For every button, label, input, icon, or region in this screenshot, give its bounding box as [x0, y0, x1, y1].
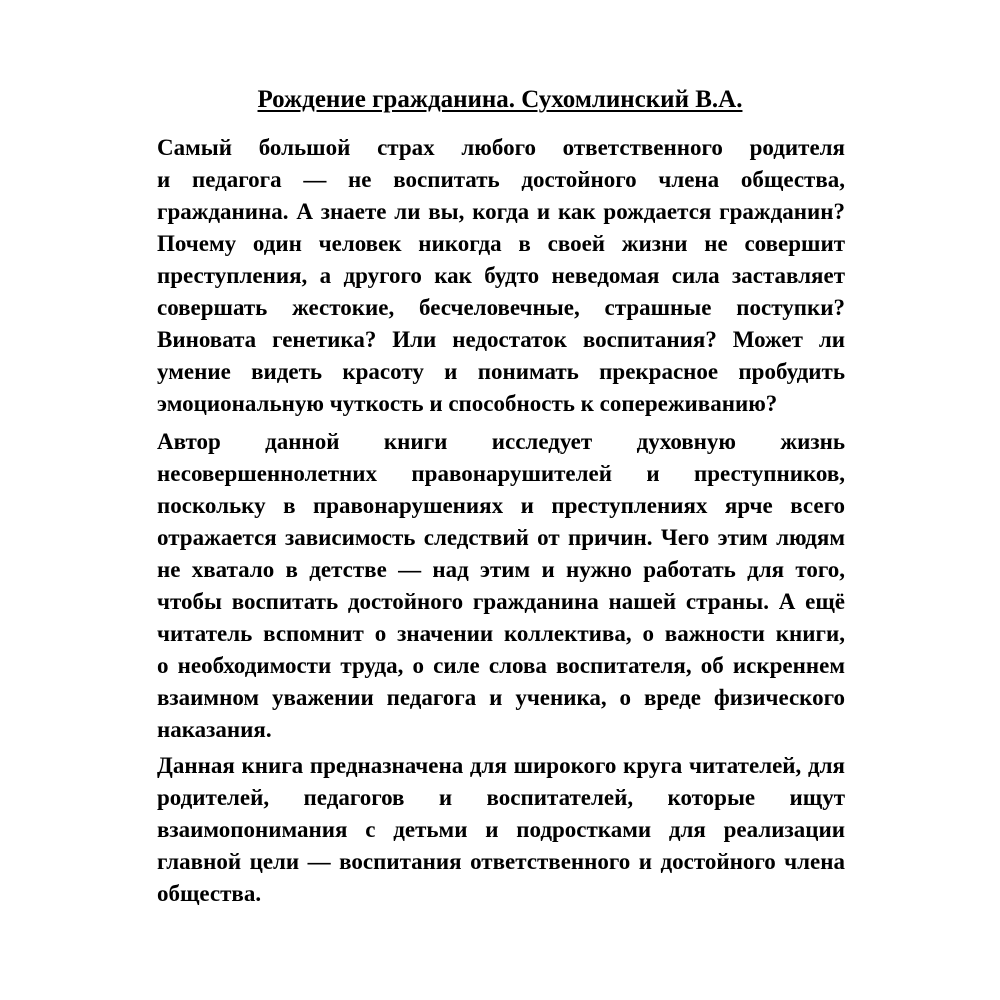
paragraph-1-line: совершать жестокие, бесчеловечные, страшные поступки? — [157, 295, 845, 320]
paragraph-1-line: Виновата генетика? Или недостаток воспитания? Может ли — [157, 327, 845, 352]
paragraph-1-line: Самый большой страх любого ответственного родителя — [157, 135, 845, 160]
paragraph-3 — [157, 750, 845, 910]
paragraph-3-line: главной цели — воспитания ответственного и достойного члена — [157, 849, 845, 874]
paragraph-2-line: не хватало в детстве — над этим и нужно работать для того, — [157, 557, 845, 582]
paragraph-2-line: чтобы воспитать достойного гражданина нашей страны. А ещё — [157, 589, 845, 614]
paragraph-2 — [157, 426, 845, 746]
paragraph-1-line: Почему один человек никогда в своей жизни не совершит — [157, 231, 845, 256]
paragraph-3-line: родителей, педагогов и воспитателей, которые ищут — [157, 785, 845, 810]
paragraph-1 — [157, 132, 845, 420]
paragraph-3-line: общества. — [157, 881, 262, 906]
paragraph-3-line: Данная книга предназначена для широкого круга читателей, для — [157, 753, 845, 778]
paragraph-3-line: взаимопонимания с детьми и подростками для реализации — [157, 817, 845, 842]
paragraph-2-line: наказания. — [157, 717, 272, 742]
paragraph-1-line: эмоциональную чуткость и способность к сопереживанию? — [157, 391, 778, 416]
document-title-text: Рождение гражданина. Сухомлинский В.А. — [257, 86, 743, 113]
paragraph-2-line: поскольку в правонарушениях и преступлениях ярче всего — [157, 493, 845, 518]
paragraph-2-line: о необходимости труда, о силе слова воспитателя, об искреннем — [157, 653, 845, 678]
paragraph-2-line: взаимном уважении педагога и ученика, о вреде физического — [157, 685, 845, 710]
paragraph-1-line: гражданина. А знаете ли вы, когда и как рождается гражданин? — [157, 199, 845, 224]
paragraph-2-line: Автор данной книги исследует духовную жизнь — [157, 429, 845, 454]
paragraph-2-line: несовершеннолетних правонарушителей и преступников, — [157, 461, 845, 486]
paragraph-2-line: читатель вспомнит о значении коллектива, о важности книги, — [157, 621, 845, 646]
paragraph-1-line: умение видеть красоту и понимать прекрасное пробудить — [157, 359, 845, 384]
paragraph-1-line: преступления, а другого как будто неведомая сила заставляет — [157, 263, 845, 288]
paragraph-1-line: и педагога — не воспитать достойного члена общества, — [157, 167, 845, 192]
document-title — [0, 84, 1000, 116]
paragraph-2-line: отражается зависимость следствий от причин. Чего этим людям — [157, 525, 845, 550]
